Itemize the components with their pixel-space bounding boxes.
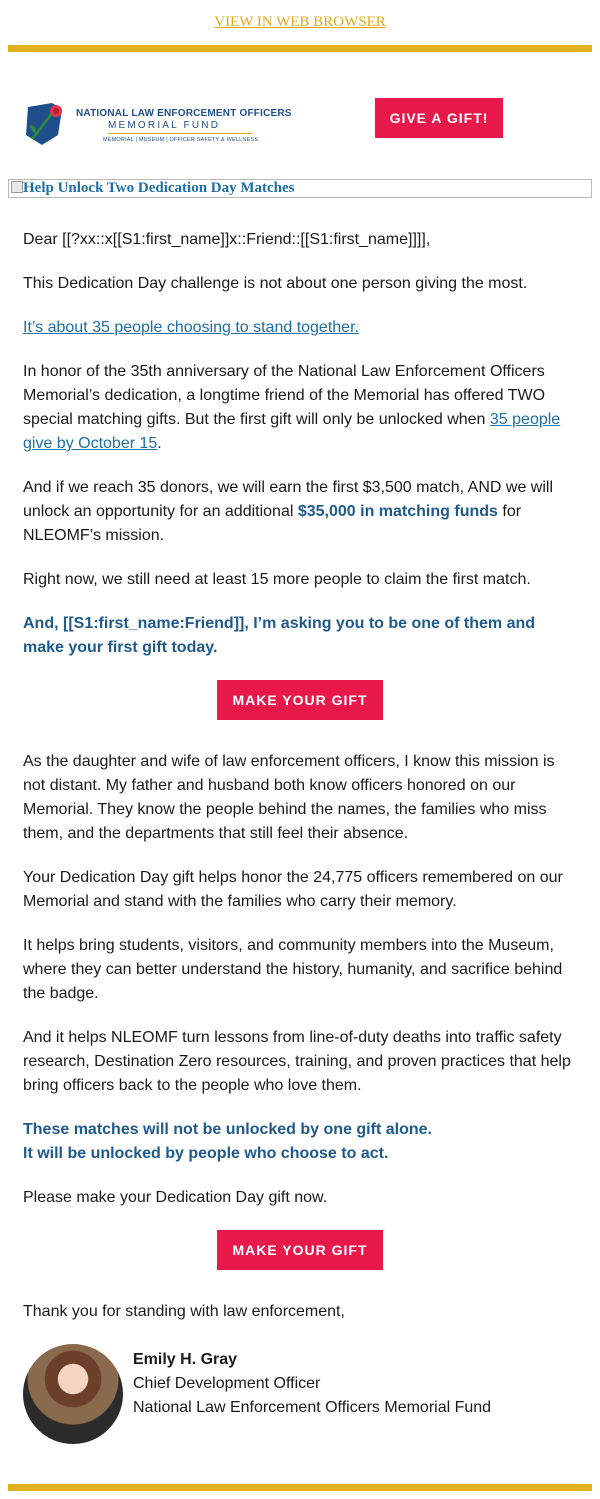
- give-by-october-link[interactable]: 35 people give by October 15: [23, 411, 561, 452]
- paragraph-10: And it helps NLEOMF turn lessons from line-of-duty deaths into traffic safety research, Destination Zero resources, training, and proven practices that help bring officers back to the people who love them.: [23, 1029, 571, 1094]
- broken-image-icon: [11, 181, 23, 193]
- badge-rose-icon: [22, 99, 68, 149]
- paragraph-5: Right now, we still need at least 15 more people to claim the first match.: [23, 571, 531, 588]
- callout-line-1: These matches will not be unlocked by one gift alone.: [23, 1121, 432, 1138]
- signer-title: Chief Development Officer: [133, 1375, 321, 1392]
- signer-organization: National Law Enforcement Officers Memorial Fund: [133, 1399, 492, 1416]
- logo-tagline: MEMORIAL | MUSEUM | OFFICER SAFETY & WELLNESS: [103, 137, 259, 143]
- give-a-gift-button[interactable]: GIVE A GIFT!: [375, 98, 503, 138]
- hero-alt-text: Help Unlock Two Dedication Day Matches: [23, 180, 295, 196]
- bottom-gold-rule: [8, 1484, 592, 1491]
- paragraph-1: This Dedication Day challenge is not about one person giving the most.: [23, 275, 528, 292]
- matching-funds-highlight: $35,000 in matching funds: [297, 503, 498, 520]
- make-your-gift-button-2[interactable]: MAKE YOUR GIFT: [217, 1230, 383, 1270]
- top-gold-rule: [8, 45, 592, 52]
- signer-avatar: [23, 1344, 123, 1444]
- paragraph-4: [23, 476, 578, 548]
- paragraph-7: As the daughter and wife of law enforcement officers, I know this mission is not distant. My father and husband both know officers honored on our Memorial. They know the people behind the names, the families who miss them, and the departments that still feel their absence.: [23, 753, 555, 842]
- paragraph-8: Your Dedication Day gift helps honor the 24,775 officers remembered on our Memorial and stand with the families who carry their memory.: [23, 869, 563, 910]
- closing-line: Thank you for standing with law enforcement,: [23, 1303, 345, 1320]
- stand-together-link[interactable]: It’s about 35 people choosing to stand together.: [23, 319, 359, 336]
- paragraph-11-callout: [23, 1118, 578, 1166]
- paragraph-12: Please make your Dedication Day gift now.: [23, 1189, 328, 1206]
- paragraph-4-end: for NLEOMF’s mission.: [23, 503, 522, 544]
- logo-divider: [108, 133, 252, 134]
- hero-image[interactable]: [8, 179, 592, 198]
- nleomf-logo[interactable]: [22, 99, 292, 149]
- paragraph-3-text: In honor of the 35th anniversary of the National Law Enforcement Officers Memorial’s dedication, a longtime friend of the Memorial has offered TWO special matching gifts. But the first gift will only be unlocked when: [23, 363, 546, 428]
- view-in-browser-link[interactable]: VIEW IN WEB BROWSER: [214, 14, 386, 30]
- callout-line-2: It will be unlocked by people who choose to act.: [23, 1145, 389, 1162]
- logo-title: NATIONAL LAW ENFORCEMENT OFFICERS: [76, 108, 292, 119]
- greeting: Dear [[?xx::x[[S1:first_name]]x::Friend::[[S1:first_name]]]],: [23, 231, 431, 248]
- paragraph-4-text: And if we reach 35 donors, we will earn the first $3,500 match, AND we will unlock an opportunity for an additional: [23, 479, 554, 520]
- paragraph-3: [23, 360, 578, 456]
- paragraph-9: It helps bring students, visitors, and community members into the Museum, where they can better understand the history, humanity, and sacrifice behind the badge.: [23, 937, 563, 1002]
- signer-name: Emily H. Gray: [133, 1351, 238, 1368]
- logo-subtitle: MEMORIAL FUND: [108, 120, 221, 131]
- paragraph-3-end: .: [157, 435, 162, 452]
- paragraph-6-appeal: And, [[S1:first_name:Friend]], I’m asking you to be one of them and make your first gift today.: [23, 615, 536, 656]
- paragraph-2: [23, 316, 578, 340]
- make-your-gift-button-1[interactable]: MAKE YOUR GIFT: [217, 680, 383, 720]
